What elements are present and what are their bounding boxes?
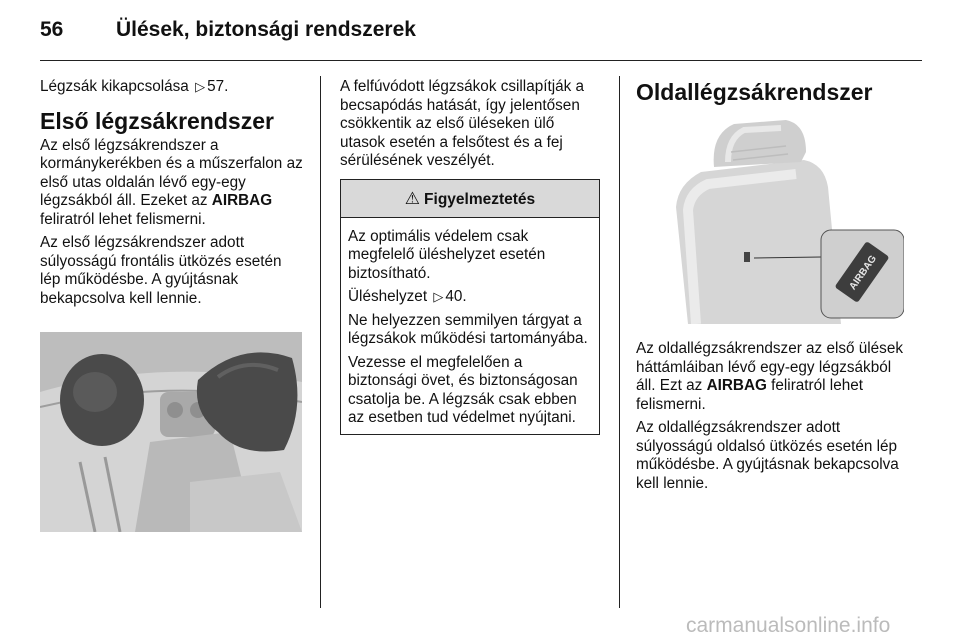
warning-title: Figyelmeztetés [424,190,536,208]
column-2 [340,78,602,435]
page-number: 56 [40,18,64,41]
airbag-label: AIRBAG [706,377,767,394]
intro-paragraph: Légzsák kikapcsolása ▷ 57. [40,78,229,95]
side-airbag-paragraph-2: Az oldallégzsákrendszer adott súlyosságú oldalsó ütközés esetén lép működésbe. A gyújtásnak bekapcsolva kell lennie. [636,419,899,492]
seat-airbag-label: AIRBAG [847,253,880,293]
page-reference-link[interactable]: 40. [445,288,467,305]
warning-paragraph-1: Az optimális védelem csak megfelelő üléshelyzet esetén biztosítható. [348,227,546,282]
page-reference-link[interactable]: 57. [207,78,229,95]
warning-box [340,179,600,435]
front-airbag-illustration [40,332,302,532]
reference-arrow-icon: ▷ [195,79,206,94]
section-heading-side-airbag: Oldallégzsákrendszer [636,79,873,105]
airbag-label: AIRBAG [211,192,273,209]
warning-paragraph-4: Vezesse el megfelelően a biztonsági övet, és biztonságosan csatolja be. A légzsák csak ebben az esetben tud védelmet nyújtani. [348,353,578,426]
warning-header [341,180,599,218]
column-1 [40,78,306,532]
airbag-effect-paragraph: A felfúvódott légzsákok csillapítják a becsapódás hatását, így jelentősen csökkentik az első üléseken ülő utasok esetén a felsőtest és a fej sérülésének veszélyét. [340,78,585,169]
warning-triangle-icon: ⚠ [404,188,421,208]
header-rule [40,60,922,61]
page-title: Ülések, biztonsági rendszerek [116,18,416,41]
column-3 [636,78,904,498]
reference-arrow-icon: ▷ [433,289,444,304]
warning-paragraph-2: Üléshelyzet ▷ 40. [348,288,467,305]
side-airbag-paragraph-1: Az oldallégzsákrendszer az első ülések háttámláiban lévő egy-egy légzsákból áll. Ezt az AIRBAG feliratról lehet felismerni. [636,340,903,413]
section-heading-front-airbag: Első légzsákrendszer [40,107,274,134]
warning-body [341,218,599,434]
warning-paragraph-3: Ne helyezzen semmilyen tárgyat a légzsákok működési tartományába. [348,311,588,347]
column-divider-2 [619,76,620,608]
watermark: carmanualsonline.info [686,614,891,637]
front-airbag-paragraph-1: Az első légzsákrendszer a kormánykerékben és a műszerfalon az első utas oldalán lévő egy-egy légzsákból áll. Ezeket az AIRBAG feliratról lehet felismerni. [40,136,303,228]
side-airbag-seat-illustration [636,112,904,324]
column-divider-1 [320,76,321,608]
front-airbag-paragraph-2: Az első légzsákrendszer adott súlyosságú frontális ütközés esetén lép működésbe. A gyújtásnak bekapcsolva kell lennie. [40,234,282,307]
page-header [40,18,920,46]
